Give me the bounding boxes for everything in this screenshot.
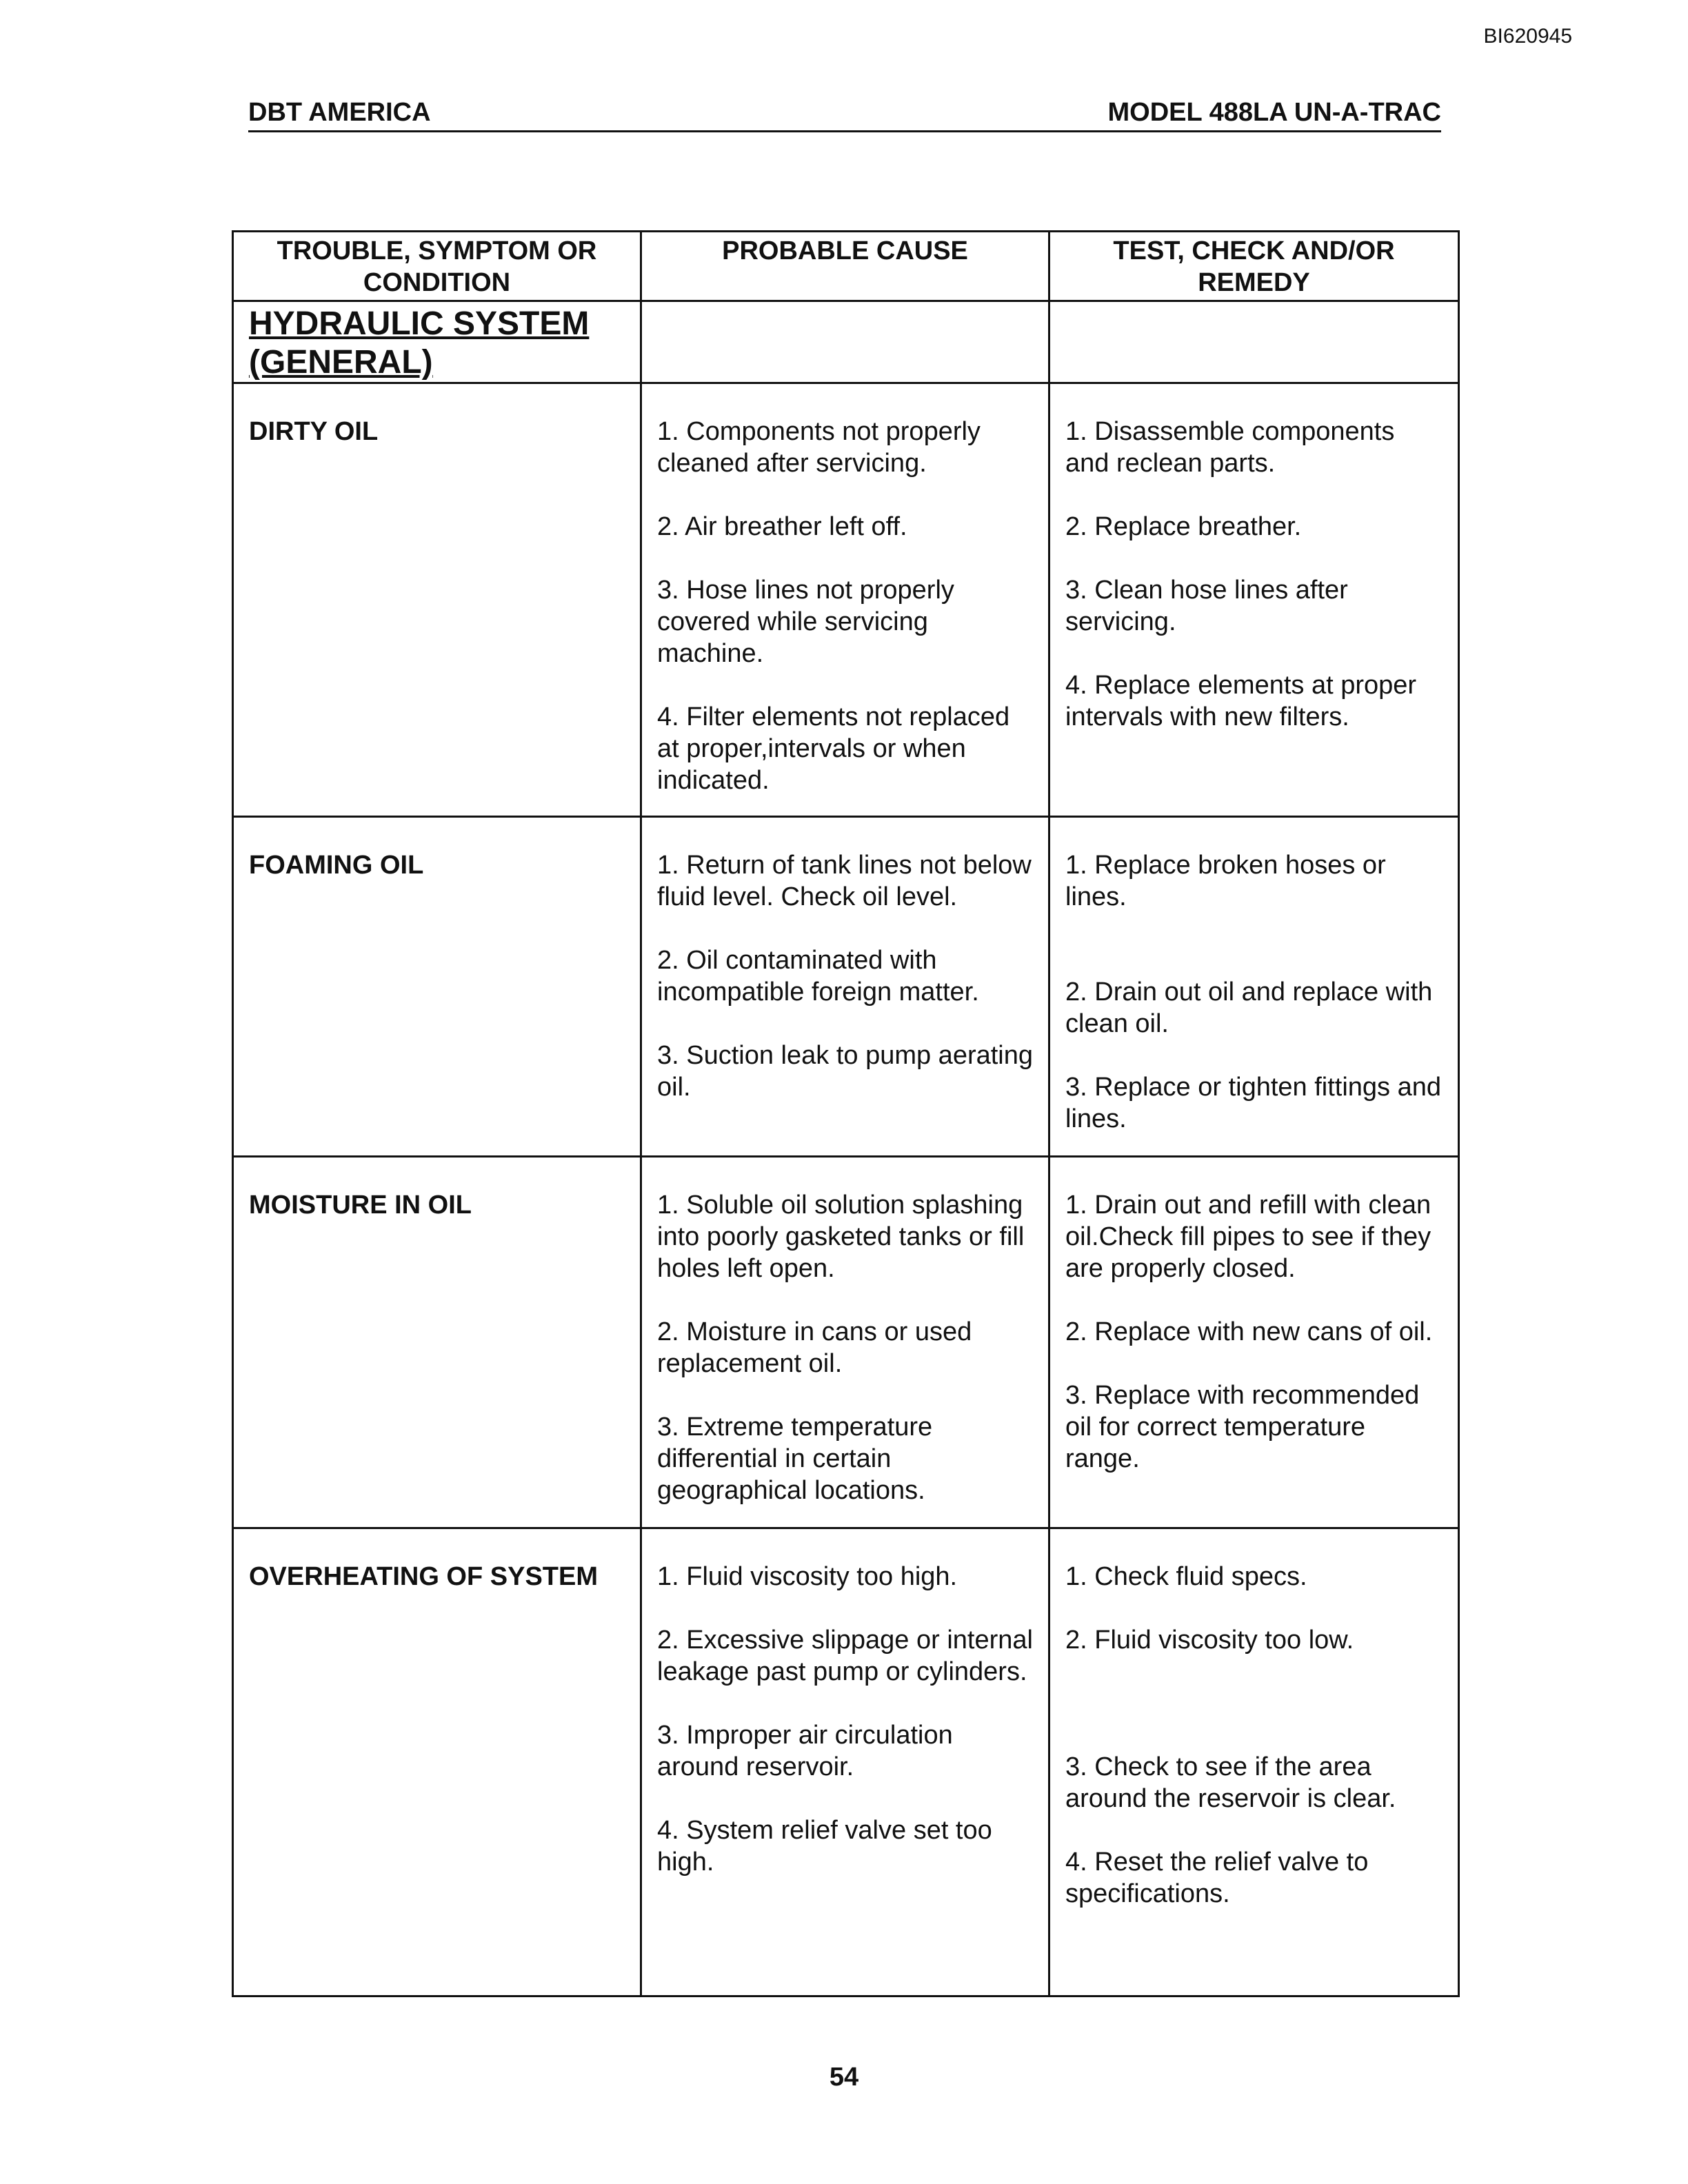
cause-item: 1. Soluble oil solution splashing into poorly gasketed tanks or fill holes left open. (657, 1191, 1025, 1283)
cause-item: 2. Air breather left off. (657, 512, 907, 541)
table-header-row (233, 232, 1459, 301)
remedy-item: 3. Replace with recommended oil for correct temperature range. (1065, 1381, 1420, 1473)
cause-item: 1. Components not properly cleaned after servicing. (657, 417, 981, 478)
troubleshooting-table (232, 230, 1460, 1997)
table-row (233, 1528, 1459, 1996)
cause-item: 3. Suction leak to pump aerating oil. (657, 1041, 1034, 1102)
column-header-cause: PROBABLE CAUSE (641, 232, 1049, 301)
cause-item: 2. Moisture in cans or used replacement oil. (657, 1317, 972, 1378)
cause-item: 1. Return of tank lines not below fluid level. Check oil level. (657, 851, 1032, 911)
remedy-item: 4. Reset the relief valve to specifications. (1065, 1848, 1369, 1908)
causes-cell (641, 383, 1049, 817)
remedy-item: 1. Check fluid specs. (1065, 1562, 1307, 1591)
remedy-item: 2. Replace with new cans of oil. (1065, 1317, 1433, 1346)
cause-item: 1. Fluid viscosity too high. (657, 1562, 958, 1591)
remedy-item: 1. Replace broken hoses or lines. (1065, 851, 1386, 911)
condition-moisture-in-oil: MOISTURE IN OIL (233, 1157, 641, 1528)
header-model: MODEL 488LA UN-A-TRAC (1107, 98, 1441, 127)
cause-item: 3. Hose lines not properly covered while servicing machine. (657, 576, 954, 668)
table-row (233, 383, 1459, 817)
remedy-item: 3. Replace or tighten fittings and lines. (1065, 1073, 1442, 1133)
header-company: DBT AMERICA (248, 98, 431, 127)
remedy-item: 4. Replace elements at proper intervals with new filters. (1065, 671, 1417, 731)
remedy-item: 2. Drain out oil and replace with clean oil. (1065, 978, 1433, 1038)
cause-item: 3. Extreme temperature differential in certain geographical locations. (657, 1413, 933, 1505)
document-id: BI620945 (1483, 25, 1572, 48)
page-header (248, 98, 1441, 132)
cause-item: 4. Filter elements not replaced at proper,intervals or when indicated. (657, 702, 1010, 795)
remedy-item: 1. Disassemble components and reclean parts. (1065, 417, 1395, 478)
remedy-item: 3. Clean hose lines after servicing. (1065, 576, 1348, 636)
remedy-item: 3. Check to see if the area around the reservoir is clear. (1065, 1752, 1396, 1813)
causes-cell (641, 1528, 1049, 1996)
column-header-remedy: TEST, CHECK AND/OR REMEDY (1049, 232, 1459, 301)
page-number: 54 (829, 2063, 859, 2092)
section-empty-remedy (1049, 301, 1459, 383)
remedy-item: 2. Replace breather. (1065, 512, 1302, 541)
cause-item: 3. Improper air circulation around reservoir. (657, 1721, 953, 1781)
causes-cell (641, 817, 1049, 1157)
remedies-cell (1049, 383, 1459, 817)
column-header-condition: TROUBLE, SYMPTOM OR CONDITION (233, 232, 641, 301)
condition-foaming-oil: FOAMING OIL (233, 817, 641, 1157)
section-cell (233, 301, 641, 383)
section-row (233, 301, 1459, 383)
table-row (233, 1157, 1459, 1528)
section-title: HYDRAULIC SYSTEM (GENERAL) (249, 305, 590, 381)
remedies-cell (1049, 1528, 1459, 1996)
causes-cell (641, 1157, 1049, 1528)
condition-overheating: OVERHEATING OF SYSTEM (233, 1528, 641, 1996)
cause-item: 4. System relief valve set too high. (657, 1816, 992, 1877)
remedies-cell (1049, 1157, 1459, 1528)
table-row (233, 817, 1459, 1157)
section-empty-cause (641, 301, 1049, 383)
remedies-cell (1049, 817, 1459, 1157)
cause-item: 2. Excessive slippage or internal leakage past pump or cylinders. (657, 1626, 1033, 1686)
remedy-item: 2. Fluid viscosity too low. (1065, 1626, 1354, 1655)
cause-item: 2. Oil contaminated with incompatible foreign matter. (657, 946, 979, 1007)
remedy-item: 1. Drain out and refill with clean oil.Check fill pipes to see if they are properly closed. (1065, 1191, 1431, 1283)
condition-dirty-oil: DIRTY OIL (233, 383, 641, 817)
